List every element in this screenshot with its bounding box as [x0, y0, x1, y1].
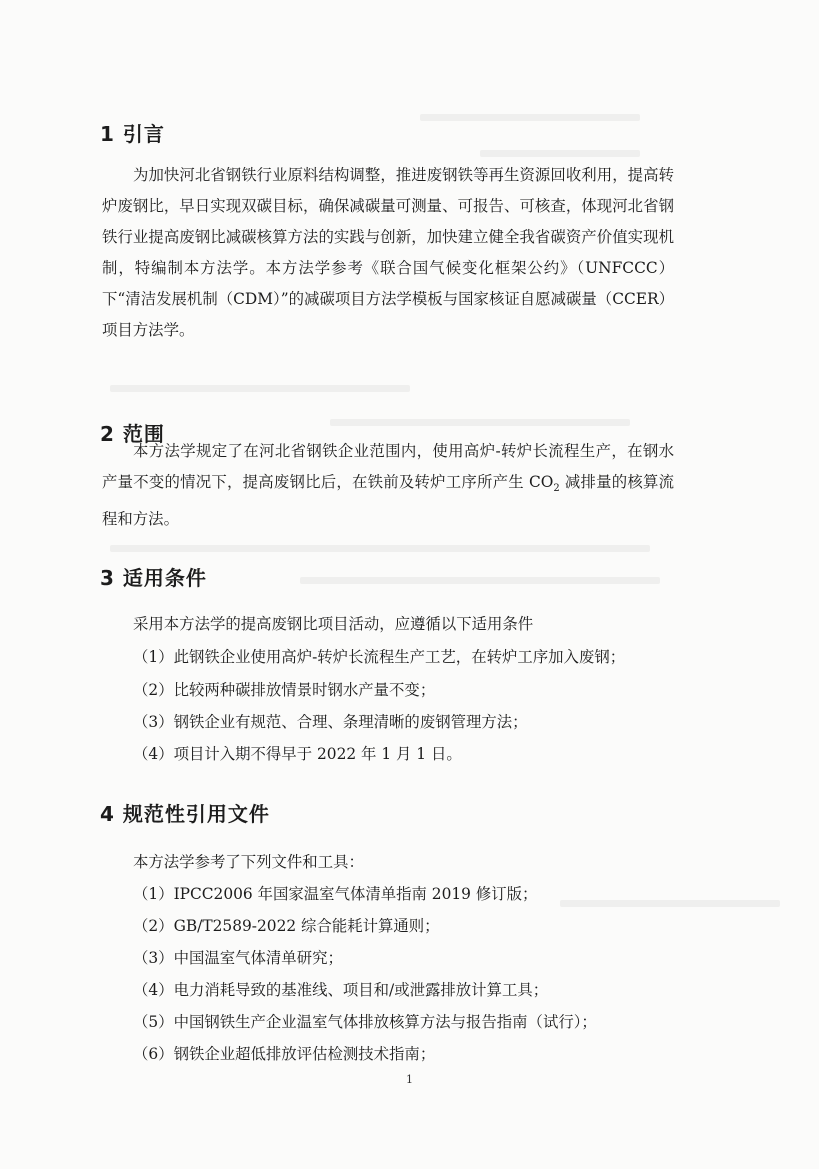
section-heading-references: 4 规范性引用文件 — [100, 802, 270, 826]
section-heading-conditions: 3 适用条件 — [100, 566, 207, 590]
bleed-through-mark — [560, 900, 780, 907]
reference-item: （3）中国温室气体清单研究； — [133, 949, 343, 967]
condition-item: （3）钢铁企业有规范、合理、条理清晰的废钢管理方法； — [133, 713, 528, 731]
reference-item: （5）中国钢铁生产企业温室气体排放核算方法与报告指南（试行）； — [133, 1013, 597, 1031]
bleed-through-mark — [480, 150, 640, 157]
condition-item: （2）比较两种碳排放情景时钢水产量不变； — [133, 681, 436, 699]
condition-item: （4）项目计入期不得早于 2022 年 1 月 1 日。 — [133, 745, 462, 763]
section-intro-conditions: 采用本方法学的提高废钢比项目活动，应遵循以下适用条件 — [133, 615, 534, 633]
section-heading-scope: 2 范围 — [100, 422, 165, 446]
reference-item: （1）IPCC2006 年国家温室气体清单指南 2019 修订版； — [133, 885, 538, 903]
page-number: 1 — [406, 1073, 413, 1086]
reference-item: （4）电力消耗导致的基准线、项目和/或泄露排放计算工具； — [133, 981, 549, 999]
reference-item: （2）GB/T2589-2022 综合能耗计算通则； — [133, 917, 440, 935]
section-heading-introduction: 1 引言 — [100, 122, 165, 146]
bleed-through-mark — [420, 114, 640, 121]
section-paragraph-scope: 本方法学规定了在河北省钢铁企业范围内，使用高炉-转炉长流程生产，在钢水产量不变的情况下，提高废钢比后，在铁前及转炉工序所产生 $CO_2$ 减排量的核算流程和方法。 — [102, 442, 674, 529]
bleed-through-mark — [330, 419, 630, 426]
section-paragraph-introduction: 为加快河北省钢铁行业原料结构调整，推进废钢铁等再生资源回收利用，提高转炉废钢比，早日实现双碳目标，确保减碳量可测量、可报告、可核查，体现河北省钢铁行业提高废钢比减碳核算方法的实践与创新，加快建立健全我省碳资产价值实现机制，特编制本方法学。本方法学参考《联合国气候变化框架公约》（UNFCCC）下“清洁发展机制（CDM）”的减碳项目方法学模板与国家核证自愿减碳量（CCER）项目方法学。 — [102, 166, 674, 339]
bleed-through-mark — [110, 545, 650, 552]
condition-item: （1）此钢铁企业使用高炉-转炉长流程生产工艺，在转炉工序加入废钢； — [133, 648, 626, 666]
reference-item: （6）钢铁企业超低排放评估检测技术指南； — [133, 1045, 436, 1063]
bleed-through-mark — [300, 577, 660, 584]
section-intro-references: 本方法学参考了下列文件和工具： — [133, 853, 364, 871]
bleed-through-mark — [110, 385, 410, 392]
